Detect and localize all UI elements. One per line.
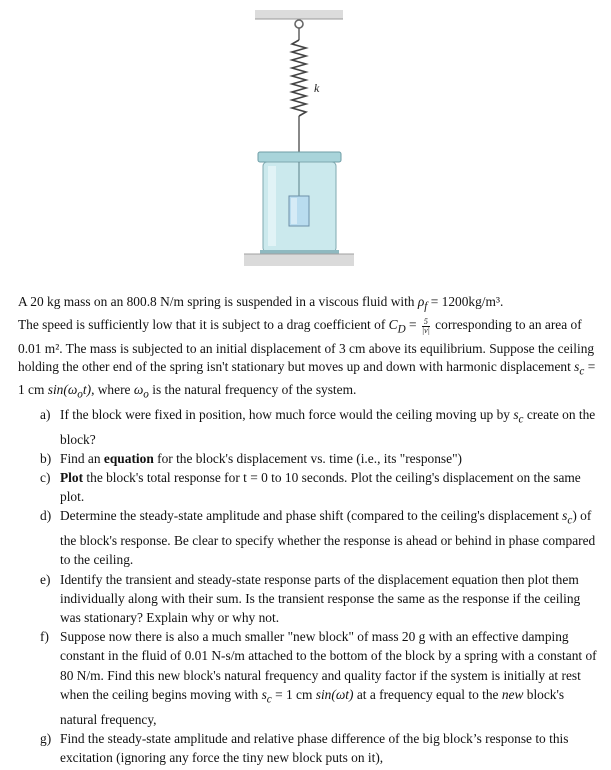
question-c: c) Plot the block's total response for t = 0 to 10 seconds. Plot the ceiling's displacement on the same plot.	[40, 469, 581, 505]
ceiling-displacement-symbol: $s_c$	[574, 359, 585, 378]
question-marker: b)	[40, 450, 52, 466]
question-list	[18, 405, 598, 768]
ceiling-hook	[295, 20, 303, 28]
natural-frequency-symbol: $\omega_o$	[133, 382, 149, 402]
jar-lid	[258, 152, 341, 162]
mass-block-shade	[291, 198, 297, 224]
ceiling-displacement-eq: = 1 cm	[18, 359, 596, 398]
question-marker: f)	[40, 629, 49, 645]
intro-text-3c: is the natural frequency of the system.	[148, 382, 357, 398]
question-f: f) Suppose now there is also a much smaller "new block" of mass 20 g with an effective damping constant in the fluid of 0.01 N-s/m attached to the bottom of the block by a spring with a constant of 80 N/m. Find this new block's natural frequency and quality factor if the system is initially at rest when the ceiling begins moving with $s_c = 1$ cm sin(ωt) at a frequency equal to the new block's natural frequency,	[40, 629, 597, 727]
intro-text-3b: , where	[91, 382, 134, 398]
density-value: = 1200kg/m³.	[427, 294, 504, 309]
problem-intro	[18, 293, 598, 405]
intro-text-2b: corresponding to	[431, 317, 526, 333]
question-e: e) Identify the transient and steady-state response parts of the displacement equation then plot them individually along with their sum. Is the transient response the same as the response if the ceiling was stationary? Explain why or why not.	[40, 571, 581, 626]
jar-base	[260, 250, 339, 254]
spring-constant-label: k	[314, 81, 320, 95]
question-d: d) Determine the steady-state amplitude and phase shift (compared to the ceiling's displacement $s_c$) of the block's response. Be clear to specify whether the response is ahead or behind in phase compared to the ceiling.	[40, 508, 596, 568]
drag-eq: =	[405, 317, 420, 333]
question-a: a) If the block were fixed in position, how much force would the ceiling moving up by $s_c$ create on the block?	[40, 406, 596, 447]
intro-text-1: A 20 kg mass on an 800.8 N/m spring is suspended in a viscous fluid with	[18, 294, 418, 309]
problem-text	[18, 293, 598, 767]
question-marker: g)	[40, 730, 52, 746]
question-g: g) Find the steady-state amplitude and relative phase difference of the big block’s response to this excitation (ignoring any force the tiny new block puts on it),	[40, 730, 569, 766]
fluid-highlight	[268, 166, 276, 246]
floor	[244, 254, 354, 266]
question-marker: e)	[40, 571, 51, 587]
question-marker: d)	[40, 508, 52, 524]
intro-text-2: The speed is sufficiently low that it is subject to a drag coefficient of	[18, 317, 389, 333]
intro-text-3: an area of 0.01 m². The mass is subjected to an initial displacement of 3 cm above its equilibrium. Suppose the ceiling holding the other end of the spring isn't stationary but moves up and down with harmonic displacement	[18, 317, 595, 375]
sine-expression: $\sin(\omega_ot)$	[47, 382, 92, 402]
ceiling	[255, 10, 343, 19]
question-marker: a)	[40, 406, 51, 422]
drag-fraction: $\frac{5}{|v|}$	[421, 316, 430, 335]
drag-coefficient-symbol: $C_D$	[388, 317, 406, 336]
spring-mass-figure	[0, 0, 611, 290]
spring	[292, 40, 306, 116]
question-marker: c)	[40, 469, 51, 485]
question-b: b) Find an equation for the block's displacement vs. time (i.e., its "response")	[18, 449, 598, 468]
density-symbol: $\rho_f$	[417, 294, 428, 313]
